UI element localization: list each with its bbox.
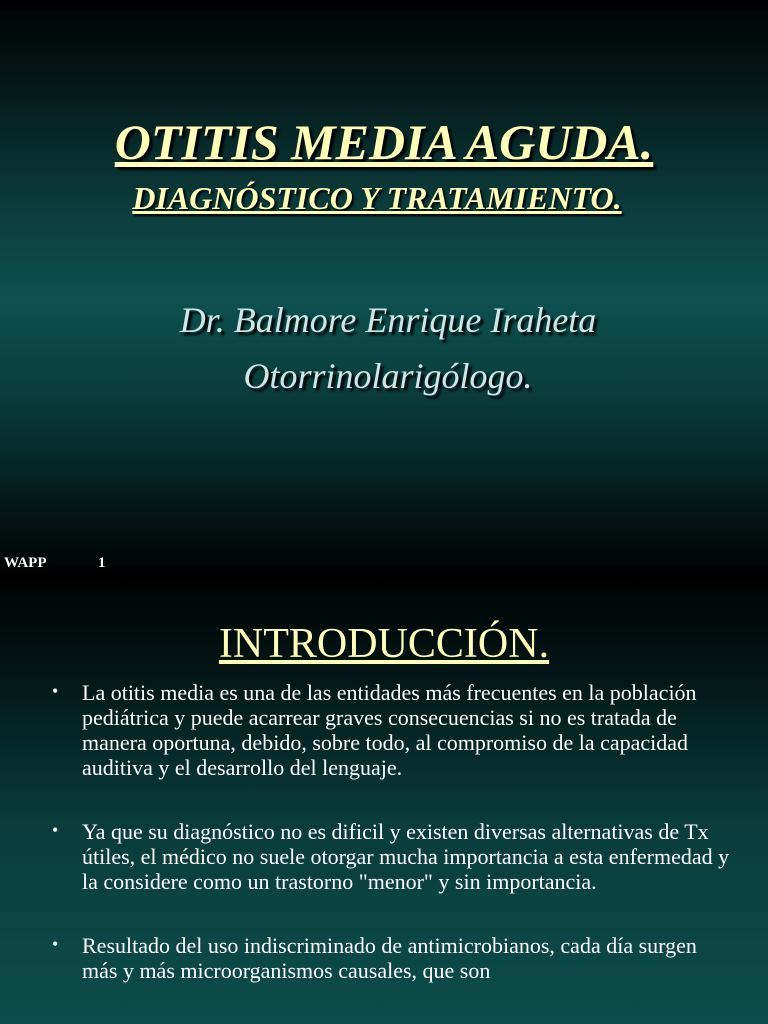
bullet-icon: •	[52, 934, 59, 954]
bullet-icon: •	[52, 681, 59, 701]
bullet-item	[0, 680, 768, 780]
author-name: Dr. Balmore Enrique Iraheta	[179, 300, 597, 340]
bullet-icon: •	[52, 820, 59, 840]
slide-title-heading: OTITIS MEDIA AGUDA.	[114, 114, 654, 170]
bullet-text: Ya que su diagnóstico no es dificil y existen diversas alternativas de Tx útiles, el médico no suele otorgar mucha importancia a esta enfermedad y la considere como un trastorno "menor" y sin importancia.	[82, 819, 730, 894]
slide-subtitle: DIAGNÓSTICO Y TRATAMIENTO.	[132, 180, 622, 216]
page-number: 1	[98, 555, 106, 571]
bullet-item	[0, 819, 768, 894]
bullet-item	[0, 933, 768, 983]
slide-introduction	[0, 576, 768, 1024]
footer-label: WAPP	[4, 555, 47, 571]
bullet-list	[0, 680, 768, 1022]
author-role: Otorrinolarigólogo.	[243, 356, 533, 396]
bullet-text: Resultado del uso indiscriminado de antimicrobianos, cada día surgen más y más microorganismos causales, que son	[82, 933, 697, 983]
bullet-text: La otitis media es una de las entidades más frecuentes en la población pediátrica y puede acarrear graves consecuencias si no es tratada de manera oportuna, debido, sobre todo, al compromiso de la capacidad auditiva y el desarrollo del lenguaje.	[82, 680, 697, 780]
section-heading: INTRODUCCIÓN.	[218, 621, 550, 667]
